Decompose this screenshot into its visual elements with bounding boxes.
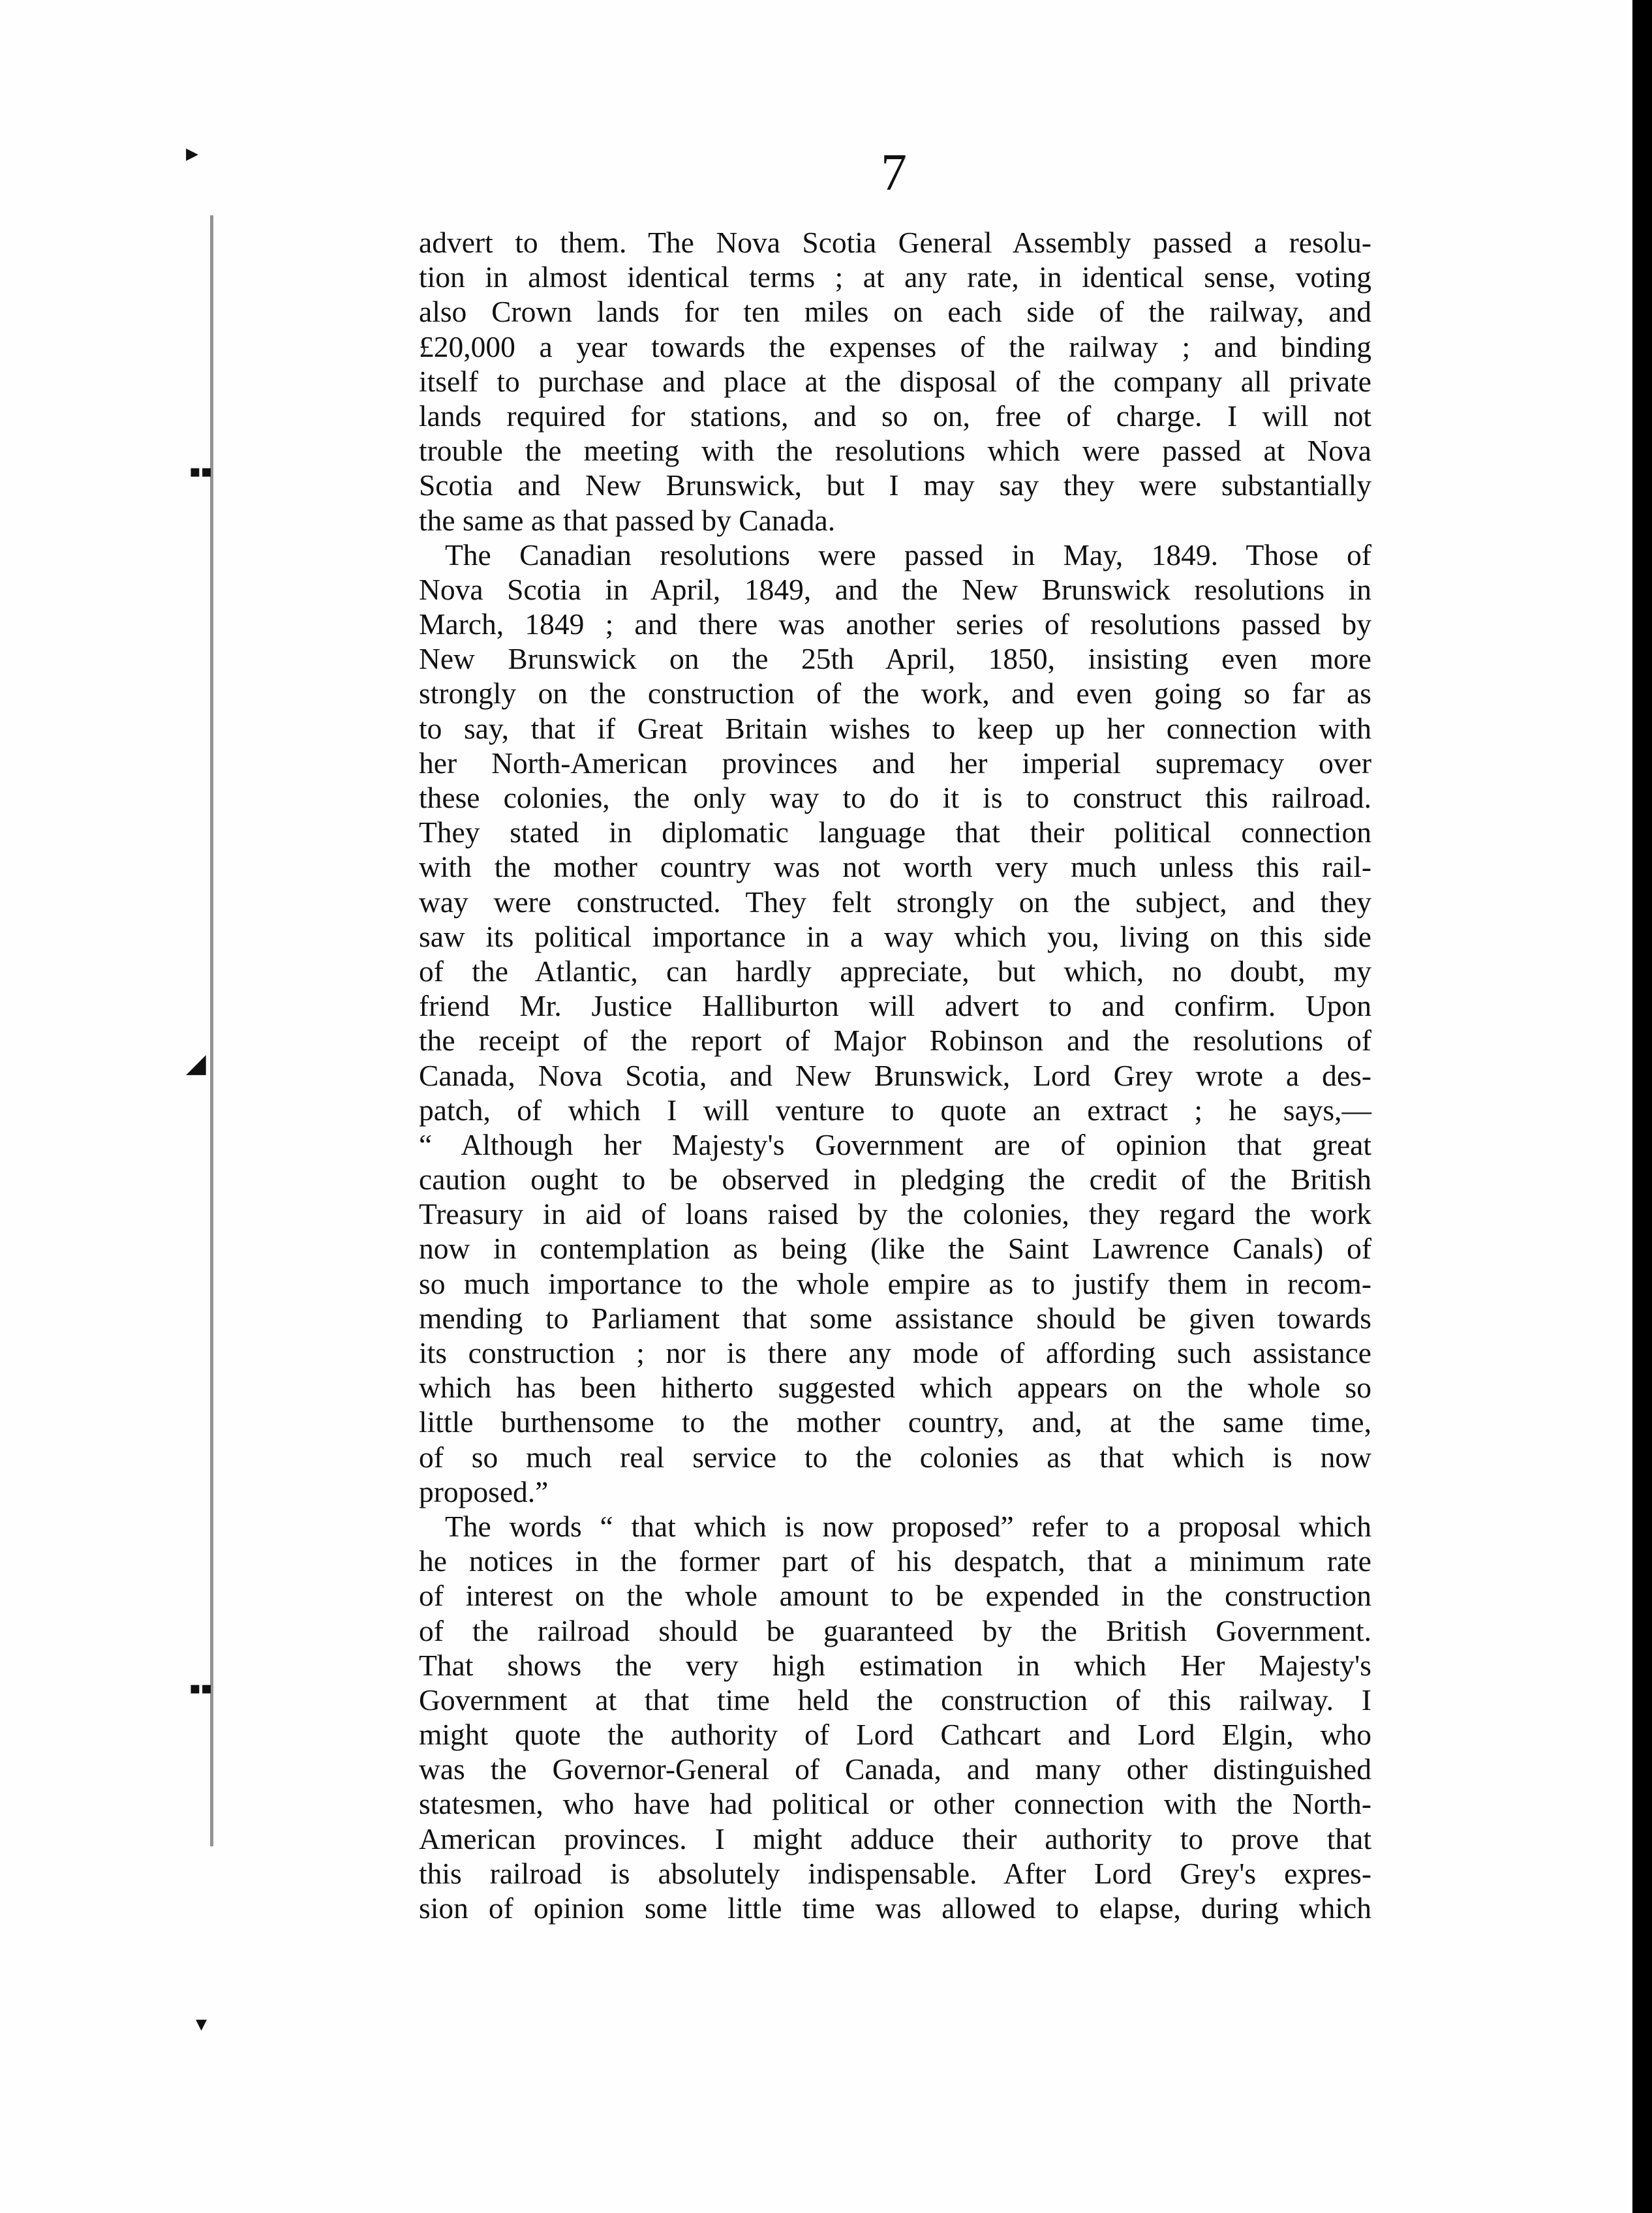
text-line: That shows the very high estimation in which Her Majesty's bbox=[419, 1648, 1371, 1682]
margin-mark-4: ▪▪ bbox=[189, 1679, 213, 1698]
text-line: of so much real service to the colonies as that which is now bbox=[419, 1440, 1371, 1474]
text-line: these colonies, the only way to do it is to construct this railroad. bbox=[419, 781, 1371, 814]
text-line: little burthensome to the mother country, and, at the same time, bbox=[419, 1405, 1371, 1439]
text-line: might quote the authority of Lord Cathcart and Lord Elgin, who bbox=[419, 1718, 1371, 1752]
text-line: tion in almost identical terms ; at any rate, in identical sense, voting bbox=[419, 260, 1371, 294]
text-line: American provinces. I might adduce their authority to prove that bbox=[419, 1822, 1371, 1855]
text-line: New Brunswick on the 25th April, 1850, insisting even more bbox=[419, 642, 1371, 676]
text-line: advert to them. The Nova Scotia General Assembly passed a resolu- bbox=[419, 226, 1371, 259]
text-line: itself to purchase and place at the disposal of the company all private bbox=[419, 364, 1371, 398]
text-line: caution ought to be observed in pledging the credit of the British bbox=[419, 1163, 1371, 1197]
text-line: The words “ that which is now proposed” refer to a proposal which bbox=[445, 1509, 1371, 1543]
text-line: so much importance to the whole empire as to justify them in recom- bbox=[419, 1266, 1371, 1300]
text-line: way were constructed. They felt strongly on the subject, and they bbox=[419, 885, 1371, 919]
scan-right-border bbox=[1632, 0, 1652, 2213]
body-text bbox=[419, 225, 1371, 1925]
text-line: March, 1849 ; and there was another series of resolutions passed by bbox=[419, 607, 1371, 641]
text-line: sion of opinion some little time was allowed to elapse, during which bbox=[419, 1891, 1371, 1925]
text-line: “ Although her Majesty's Government are of opinion that great bbox=[419, 1127, 1371, 1161]
text-line: friend Mr. Justice Halliburton will advert to and confirm. Upon bbox=[419, 989, 1371, 1023]
text-line: trouble the meeting with the resolutions which were passed at Nova bbox=[419, 434, 1371, 468]
text-line: Treasury in aid of loans raised by the colonies, they regard the work bbox=[419, 1197, 1371, 1231]
text-line: also Crown lands for ten miles on each side of the railway, and bbox=[419, 295, 1371, 329]
text-line: strongly on the construction of the work, and even going so far as bbox=[419, 677, 1371, 710]
text-line: statesmen, who have had political or other connection with the North- bbox=[419, 1787, 1371, 1821]
text-line: saw its political importance in a way which you, living on this side bbox=[419, 919, 1371, 953]
text-line: now in contemplation as being (like the Saint Lawrence Canals) of bbox=[419, 1232, 1371, 1266]
text-line: £20,000 a year towards the expenses of the railway ; and binding bbox=[419, 329, 1371, 363]
text-line: he notices in the former part of his despatch, that a minimum rate bbox=[419, 1544, 1371, 1578]
text-line: with the mother country was not worth very much unless this rail- bbox=[419, 850, 1371, 884]
text-line: proposed.” bbox=[419, 1474, 549, 1508]
binding-rule bbox=[210, 215, 213, 1846]
text-line: They stated in diplomatic language that their political connection bbox=[419, 816, 1371, 849]
text-line: mending to Parliament that some assistance should be given towards bbox=[419, 1301, 1371, 1335]
text-line: Nova Scotia in April, 1849, and the New Brunswick resolutions in bbox=[419, 572, 1371, 606]
text-line: of interest on the whole amount to be expended in the construction bbox=[419, 1579, 1371, 1613]
text-line: Government at that time held the construction of this railway. I bbox=[419, 1683, 1371, 1717]
text-line: patch, of which I will venture to quote an extract ; he says,— bbox=[419, 1093, 1371, 1127]
text-line: The Canadian resolutions were passed in May, 1849. Those of bbox=[445, 538, 1371, 572]
text-line: its construction ; nor is there any mode of affording such assistance bbox=[419, 1336, 1371, 1369]
text-line: of the railroad should be guaranteed by the British Government. bbox=[419, 1613, 1371, 1647]
page-number: 7 bbox=[881, 144, 907, 202]
text-line: this railroad is absolutely indispensable. After Lord Grey's expres- bbox=[419, 1856, 1371, 1890]
margin-mark-3: ◢ bbox=[186, 1048, 206, 1078]
margin-mark-1: ▸ bbox=[186, 138, 199, 167]
margin-mark-2: ▪▪ bbox=[189, 462, 213, 481]
text-line: her North-American provinces and her imperial supremacy over bbox=[419, 746, 1371, 780]
text-line: the same as that passed by Canada. bbox=[419, 503, 836, 537]
text-line: of the Atlantic, can hardly appreciate, but which, no doubt, my bbox=[419, 954, 1371, 988]
text-line: was the Governor-General of Canada, and many other distinguished bbox=[419, 1752, 1371, 1786]
text-line: Scotia and New Brunswick, but I may say they were substantially bbox=[419, 468, 1371, 502]
text-line: to say, that if Great Britain wishes to keep up her connection with bbox=[419, 711, 1371, 745]
text-line: which has been hitherto suggested which appears on the whole so bbox=[419, 1371, 1371, 1405]
text-line: lands required for stations, and so on, free of charge. I will not bbox=[419, 399, 1371, 433]
text-line: Canada, Nova Scotia, and New Brunswick, Lord Grey wrote a des- bbox=[419, 1058, 1371, 1092]
margin-mark-5: ▾ bbox=[196, 2011, 207, 2037]
text-line: the receipt of the report of Major Robinson and the resolutions of bbox=[419, 1024, 1371, 1058]
